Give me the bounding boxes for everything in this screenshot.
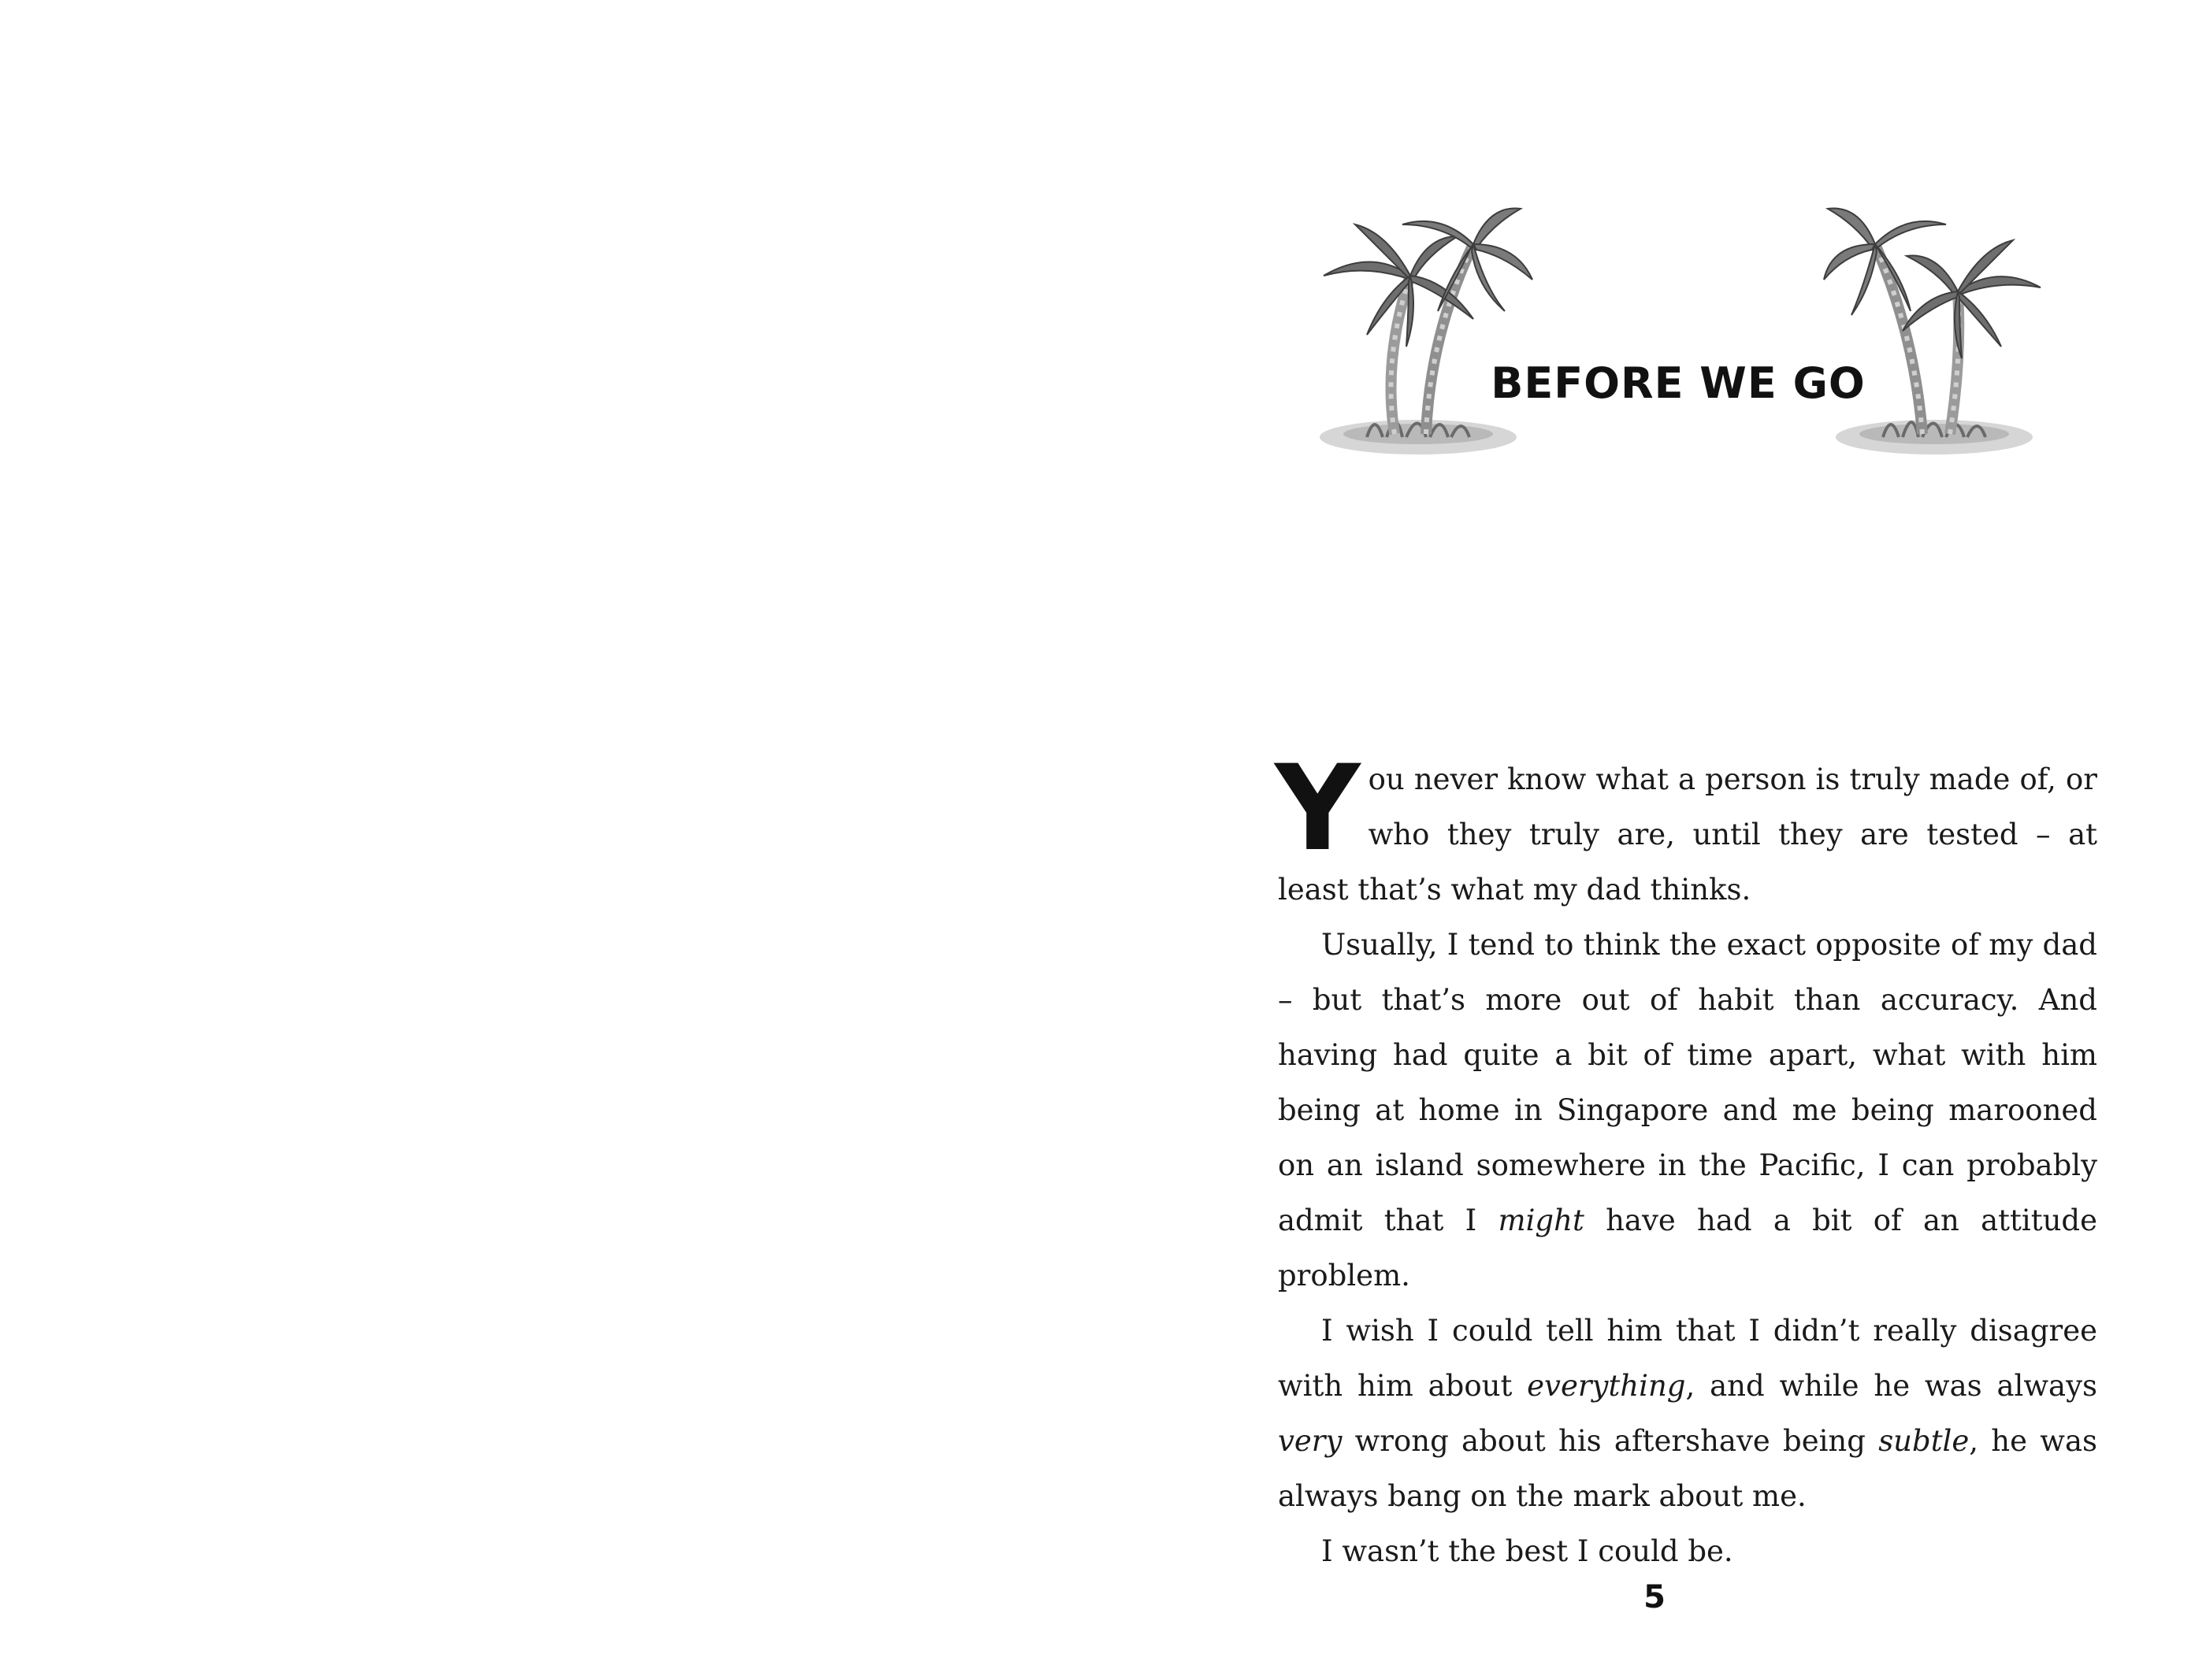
- paragraph-4: [1278, 1524, 2097, 1579]
- chapter-header: [1308, 201, 2048, 469]
- emphasis-subtle: subtle: [1878, 1424, 1970, 1458]
- paragraph-1: [1275, 740, 2097, 918]
- palm-trees-icon: [1308, 201, 1536, 469]
- paragraph-3: [1278, 1304, 2097, 1524]
- paragraph-3-part-4: , he was always bang on the mark about me.: [1278, 1424, 2097, 1513]
- emphasis-might: might: [1498, 1203, 1584, 1237]
- paragraph-2-text-after: have had a bit of an attitude problem.: [1278, 1203, 2098, 1292]
- paragraph-3-part-3: wrong about his aftershave being: [1342, 1424, 1879, 1458]
- emphasis-everything: everything: [1527, 1369, 1686, 1403]
- chapter-body: [1275, 740, 2098, 1579]
- drop-cap: Y: [1275, 740, 1361, 877]
- paragraph-2-text: Usually, I tend to think the exact opposite of my dad – but that’s more out of habit than accuracy. And having had quite a bit of time apart, what with him being at home in Singapore and me being marooned on an island somewhere in the Pacific, I can probably admit that I: [1278, 928, 2097, 1237]
- paragraph-1-text: ou never know what a person is truly made of, or who they truly are, until they are tested – at least that’s what my dad thinks.: [1278, 762, 2097, 907]
- emphasis-very: very: [1278, 1424, 1343, 1458]
- paragraph-4-text: I wasn’t the best I could be.: [1321, 1534, 1733, 1568]
- paragraph-3-part-1: I wish I could tell him that I didn’t really disagree with him about: [1278, 1314, 2097, 1403]
- page-number: 5: [1643, 1579, 1666, 1615]
- palm-trees-icon: [1820, 201, 2048, 469]
- paragraph-3-part-2: , and while he was always: [1685, 1369, 2097, 1403]
- right-page: [1103, 0, 2206, 1680]
- paragraph-2: [1278, 918, 2097, 1304]
- chapter-title: BEFORE WE GO: [1491, 358, 1866, 408]
